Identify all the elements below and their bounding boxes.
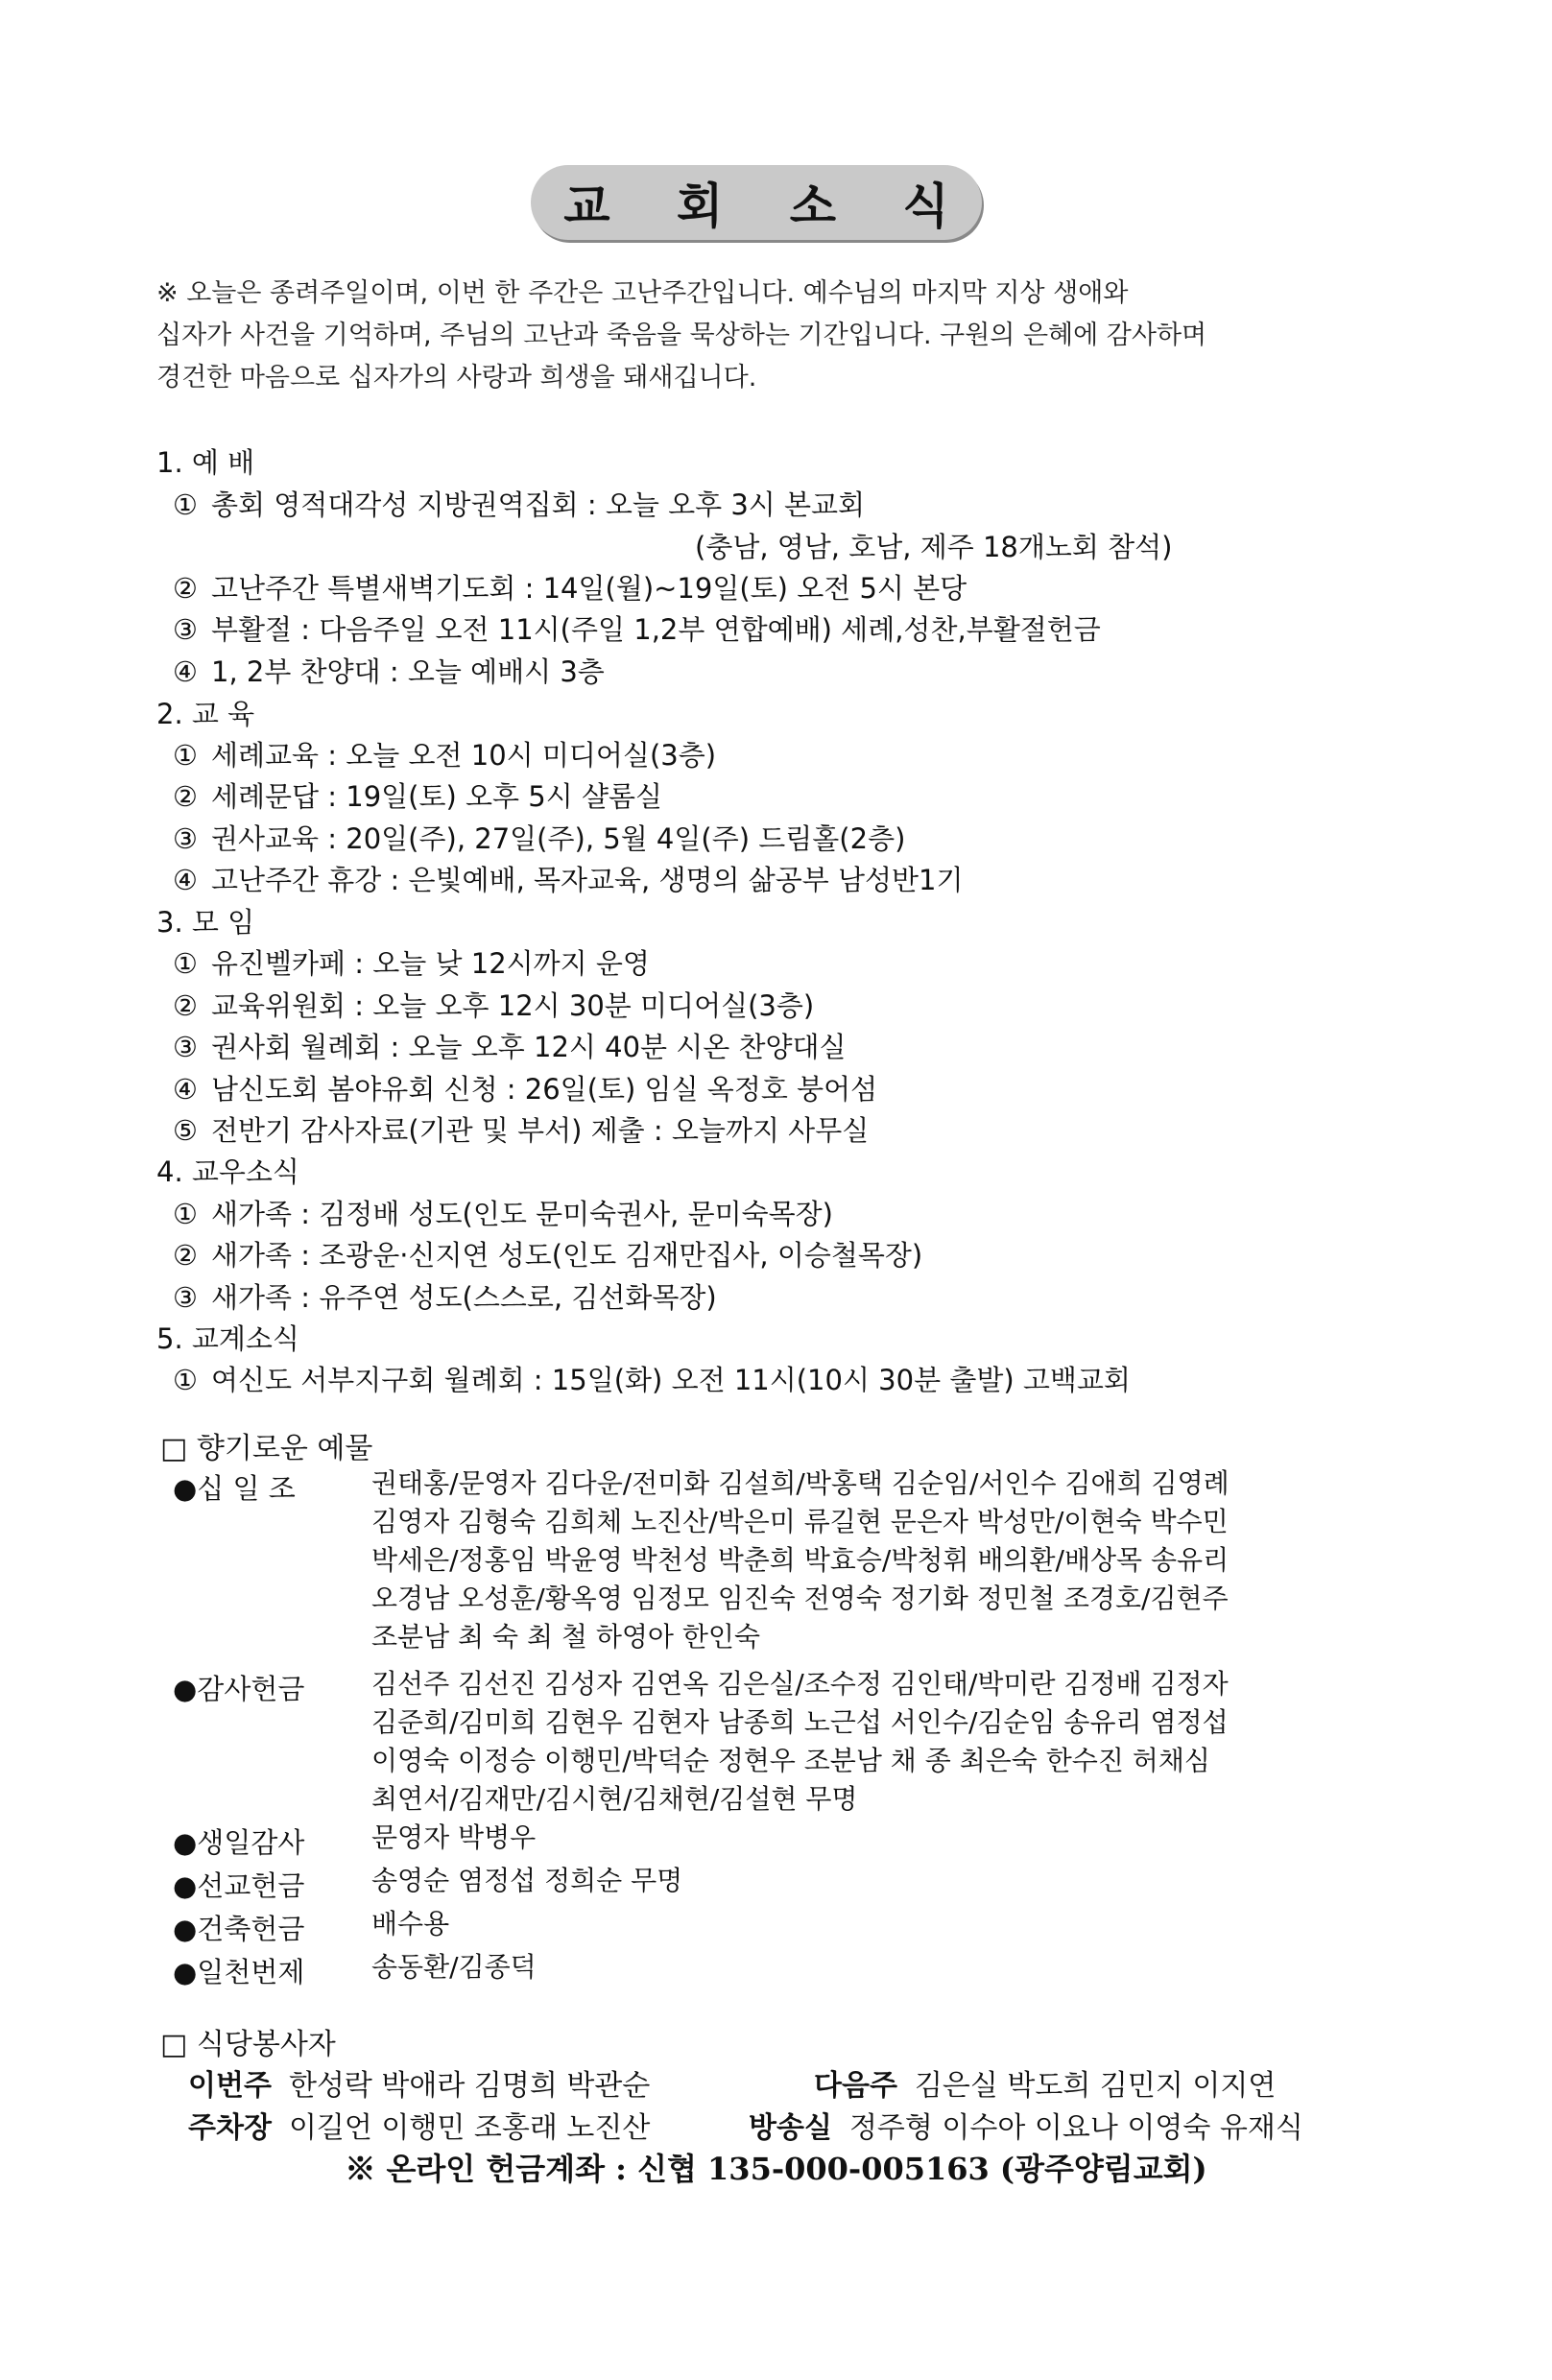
offering-label-mission: ●선교헌금 [173,1869,305,1902]
intro-line: 경건한 마음으로 십자가의 사랑과 희생을 돼새깁니다. [156,363,757,393]
names-line: 송영순 염정섭 정희순 무명 [371,1865,683,1896]
item-number: ④ [173,864,198,896]
section-heading-education: 2. 교 육 [156,698,255,730]
volunteer-label: 이번주 [188,2069,272,2103]
item-number: ① [173,1364,198,1396]
list-item [173,608,1101,648]
list-item [173,1276,717,1316]
list-item [173,1109,869,1149]
list-item [173,484,865,523]
item-text: 1, 2부 찬양대 : 오늘 예배시 3층 [211,655,605,688]
volunteers-heading: □ 식당봉사자 [160,2028,336,2061]
names-line: 송동환/김종덕 [371,1951,537,1983]
item-number: ① [173,947,198,980]
names-line: 최연서/김재만/김시현/김채현/김설현 무명 [371,1783,858,1815]
names-line: 문영자 박병우 [371,1821,537,1853]
item-text: 세례교육 : 오늘 오전 10시 미디어실(3층) [211,739,717,772]
item-number: ④ [173,655,198,688]
list-item [173,567,967,607]
intro-line: 십자가 사건을 기억하며, 주님의 고난과 죽음을 묵상하는 기간입니다. 구원의 은혜에 감사하며 [156,321,1207,350]
item-number: ① [173,488,198,521]
names-line: 박세은/정홍임 박윤영 박천성 박춘희 박효승/박청휘 배의환/배상목 송유리 [371,1544,1230,1576]
page-title: 교 회 소 식 [563,178,974,234]
names-line: 배수용 [371,1908,450,1940]
offering-names-tithe [371,1464,1365,1656]
item-number: ③ [173,1281,198,1314]
list-item [173,818,905,857]
volunteer-names: 정주형 이수아 이요나 이영숙 유재식 [848,2111,1303,2145]
volunteer-label: 주차장 [188,2111,272,2145]
volunteer-names: 한성락 박애라 김명희 박관순 [288,2069,651,2103]
section-heading-church-news: 5. 교계소식 [156,1322,299,1355]
item-number: ⑤ [173,1114,198,1147]
offering-names-birthday [371,1819,1365,1857]
volunteer-row [188,2104,650,2146]
item-text: 새가족 : 김정배 성도(인도 문미숙권사, 문미숙목장) [211,1198,833,1230]
offering-label-tithe: ●십 일 조 [173,1472,296,1505]
item-number: ② [173,1239,198,1272]
online-offering-account: ※ 온라인 헌금계좌 : 신협 135-000-005163 (광주양림교회) [345,2151,1207,2187]
list-item [173,775,662,815]
offerings-heading: □ 향기로운 예물 [160,1432,373,1465]
item-text: 교육위원회 : 오늘 오후 12시 30분 미디어실(3층) [211,989,815,1022]
list-item [173,1193,833,1232]
names-line: 김선주 김선진 김성자 김연옥 김은실/조수정 김인태/박미란 김정배 김정자 [371,1668,1229,1700]
intro-paragraph [156,273,1366,399]
offering-names-thousand [371,1948,1365,1987]
list-item [173,1026,847,1065]
item-number: ① [173,1198,198,1230]
list-item [173,1234,922,1273]
item-text: 권사교육 : 20일(주), 27일(주), 5월 4일(주) 드림홀(2층) [211,822,906,855]
volunteer-row [814,2061,1276,2104]
names-line: 김영자 김형숙 김희체 노진산/박은미 류길현 문은자 박성만/이현숙 박수민 [371,1506,1229,1537]
item-number: ④ [173,1073,198,1106]
volunteer-names: 이길언 이행민 조홍래 노진산 [288,2111,651,2145]
offering-label-thanks: ●감사헌금 [173,1673,305,1705]
intro-line: ※ 오늘은 종려주일이며, 이번 한 주간은 고난주간입니다. 예수님의 마지막 지상 생애와 [156,278,1129,308]
volunteer-row [188,2061,650,2104]
names-line: 오경남 오성훈/황옥영 임정모 임진숙 전영숙 정기화 정민철 조경호/김현주 [371,1583,1229,1614]
item-number: ② [173,572,198,605]
volunteer-label: 다음주 [814,2069,897,2103]
names-line: 이영숙 이정승 이행민/박덕순 정현우 조분남 채 종 최은숙 한수진 허채심 [371,1745,1210,1776]
volunteer-row [749,2104,1303,2146]
offering-label-thousand: ●일천번제 [173,1956,305,1988]
section-heading-meetings: 3. 모 임 [156,906,255,939]
item-text: 새가족 : 유주연 성도(스스로, 김선화목장) [211,1281,717,1314]
item-text: 새가족 : 조광운·신지연 성도(인도 김재만집사, 이승철목장) [211,1239,923,1272]
item-number: ② [173,989,198,1022]
item-text: 권사회 월례회 : 오늘 오후 12시 40분 시온 찬양대실 [211,1031,847,1063]
item-number: ③ [173,613,198,646]
section-heading-member-news: 4. 교우소식 [156,1155,299,1188]
item-number: ③ [173,822,198,855]
item-text: 고난주간 휴강 : 은빛예배, 목자교육, 생명의 삶공부 남성반1기 [211,864,964,896]
list-item [173,734,716,774]
item-number: ② [173,780,198,813]
list-item-continuation: (충남, 영남, 호남, 제주 18개노회 참석) [695,531,1173,563]
item-text: 부활절 : 다음주일 오전 11시(주일 1,2부 연합예배) 세례,성찬,부활절헌금 [211,613,1101,646]
item-text: 고난주간 특별새벽기도회 : 14일(월)~19일(토) 오전 5시 본당 [211,572,967,605]
volunteer-label: 방송실 [749,2111,832,2145]
offering-label-birthday: ●생일감사 [173,1826,305,1859]
offering-label-building: ●건축헌금 [173,1913,305,1945]
list-item [173,859,964,898]
offering-names-mission [371,1862,1365,1900]
offering-names-thanks [371,1665,1365,1819]
item-text: 총회 영적대각성 지방권역집회 : 오늘 오후 3시 본교회 [211,488,866,521]
item-text: 유진벨카페 : 오늘 낮 12시까지 운영 [211,947,650,980]
item-number: ③ [173,1031,198,1063]
item-text: 여신도 서부지구회 월례회 : 15일(화) 오전 11시(10시 30분 출발) 고백교회 [211,1364,1131,1396]
list-item [173,1359,1131,1398]
item-number: ① [173,739,198,772]
title-banner [531,165,982,240]
names-line: 조분남 최 숙 최 철 하영아 한인숙 [371,1621,761,1653]
list-item [173,985,814,1024]
section-heading-worship: 1. 예 배 [156,446,255,479]
names-line: 김준희/김미희 김현우 김현자 남종희 노근섭 서인수/김순임 송유리 염정섭 [371,1706,1229,1738]
names-line: 권태홍/문영자 김다운/전미화 김설희/박홍택 김순임/서인수 김애희 김영례 [371,1467,1230,1499]
volunteer-names: 김은실 박도희 김민지 이지연 [914,2069,1277,2103]
list-item [173,651,605,690]
list-item [173,942,650,982]
item-text: 남신도회 봄야유회 신청 : 26일(토) 임실 옥정호 붕어섬 [211,1073,878,1106]
item-text: 세례문답 : 19일(토) 오후 5시 샬롬실 [211,780,663,813]
list-item [173,1068,877,1107]
item-text: 전반기 감사자료(기관 및 부서) 제출 : 오늘까지 사무실 [211,1114,870,1147]
offering-names-building [371,1905,1365,1943]
